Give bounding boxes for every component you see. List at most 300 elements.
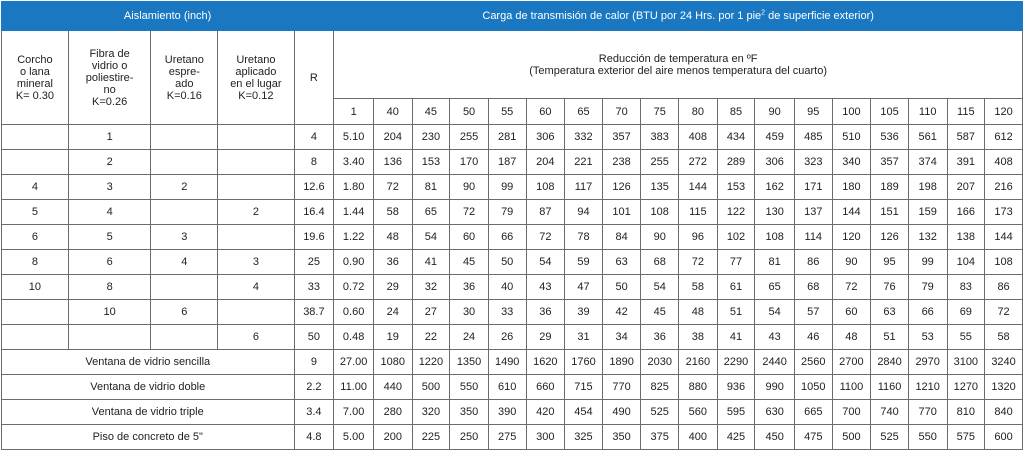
temperature-cell: 75 [641,99,679,125]
heat-load-cell: 166 [947,200,985,225]
heat-load-cell: 126 [602,175,641,200]
temperature-cell: 100 [832,99,871,125]
temperature-reduction-note: (Temperatura exterior del aire menos temperatura del cuarto) [529,64,828,77]
table-row [2,125,1023,150]
heat-load-cell: 383 [641,125,679,150]
heat-load-cell: 825 [641,375,679,400]
heat-load-cell: 180 [832,175,871,200]
heat-load-cell: 58 [373,200,412,225]
heat-load-cell: 45 [641,300,679,325]
heat-load-cell: 1100 [832,375,871,400]
heat-load-cell: 400 [679,425,718,450]
table-row [2,175,1023,200]
heat-load-cell: 39 [565,300,603,325]
heat-load-cell: 300 [526,425,565,450]
col-header-line: K=0.26 [92,95,128,108]
heat-load-cell: 525 [871,425,909,450]
heat-load-cell: 454 [565,400,603,425]
corcho-cell: 8 [2,250,69,275]
heat-load-cell: 5.10 [334,125,374,150]
heat-load-cell: 96 [679,225,718,250]
heat-load-cell: 69 [947,300,985,325]
heat-load-cell: 68 [794,275,832,300]
table-row [2,250,1023,275]
heat-load-cell: 490 [602,400,641,425]
heat-load-cell: 1050 [794,375,832,400]
heat-load-cell: 38 [679,325,718,350]
corcho-cell: 4 [2,175,69,200]
heat-load-cell: 1080 [373,350,412,375]
col-header-line: aplicado [235,65,277,78]
heat-load-cell: 1350 [450,350,489,375]
heat-load-cell: 22 [412,325,450,350]
corcho-cell: 6 [2,225,69,250]
heat-load-cell: 65 [755,275,795,300]
heat-load-cell: 810 [947,400,985,425]
heat-load-cell: 375 [641,425,679,450]
heat-load-cell: 58 [679,275,718,300]
temperature-cell: 105 [871,99,909,125]
r-value-cell: 2.2 [294,375,334,400]
heat-load-cell: 2290 [717,350,755,375]
heat-load-cell: 2030 [641,350,679,375]
table-row [2,325,1023,350]
heat-load-cell: 51 [717,300,755,325]
heat-load-cell: 99 [488,175,526,200]
heat-load-cell: 79 [908,275,947,300]
heat-load-cell: 740 [871,400,909,425]
corcho-cell [2,300,69,325]
heat-load-cell: 5.00 [334,425,374,450]
heat-load-cell: 77 [717,250,755,275]
heat-load-cell: 90 [641,225,679,250]
col-header-line: poliestire- [85,71,134,84]
heat-load-cell: 117 [565,175,603,200]
col-header-line: no [103,83,116,96]
uretano-esp-cell: 2 [151,175,218,200]
uretano-esp-cell [151,150,218,175]
fibra-cell: 1 [68,125,151,150]
temperature-reduction-header [334,31,1023,99]
heat-load-cell: 2840 [871,350,909,375]
corcho-cell [2,325,69,350]
heat-load-cell: 255 [641,150,679,175]
temperature-cell: 60 [526,99,565,125]
heat-load-cell: 660 [526,375,565,400]
heat-load-cell: 2970 [908,350,947,375]
uretano-esp-cell [151,125,218,150]
heat-load-cell: 525 [641,400,679,425]
col-header-uretano-esp [151,31,218,125]
col-header-line: mineral [16,77,53,90]
heat-load-cell: 79 [488,200,526,225]
temperature-cell: 90 [755,99,795,125]
heat-load-cell: 132 [908,225,947,250]
heat-load-cell: 0.48 [334,325,374,350]
heat-load-cell: 45 [450,250,489,275]
heat-load-cell: 275 [488,425,526,450]
heat-load-cell: 561 [908,125,947,150]
heat-load-cell: 500 [832,425,871,450]
heat-load-cell: 41 [412,250,450,275]
r-value-cell: 12.6 [294,175,334,200]
heat-load-cell: 50 [488,250,526,275]
temperature-cell: 120 [985,99,1023,125]
uretano-esp-cell: 3 [151,225,218,250]
fibra-cell: 3 [68,175,151,200]
heat-load-cell: 61 [717,275,755,300]
heat-load-cell: 425 [717,425,755,450]
col-header-line: Uretano [164,53,204,66]
heat-load-cell: 144 [679,175,718,200]
heat-load-cell: 104 [947,250,985,275]
heat-load-cell: 225 [412,425,450,450]
heat-load-cell: 207 [947,175,985,200]
heat-load-cell: 72 [679,250,718,275]
heat-load-cell: 84 [602,225,641,250]
heat-load-cell: 115 [679,200,718,225]
heat-load-cell: 122 [717,200,755,225]
heat-load-cell: 66 [908,300,947,325]
heat-load-cell: 7.00 [334,400,374,425]
heat-load-cell: 138 [947,225,985,250]
heat-load-cell: 153 [412,150,450,175]
temperature-cell: 1 [334,99,374,125]
heat-load-cell: 1490 [488,350,526,375]
temperature-cell: 115 [947,99,985,125]
heat-load-cell: 27.00 [334,350,374,375]
heat-load-cell: 238 [602,150,641,175]
temperature-cell: 40 [373,99,412,125]
heat-load-cell: 151 [871,200,909,225]
heat-load-cell: 390 [488,400,526,425]
heat-load-cell: 46 [794,325,832,350]
heat-load-cell: 1.22 [334,225,374,250]
material-label-cell: Ventana de vidrio triple [2,400,295,425]
material-label-cell: Ventana de vidrio doble [2,375,295,400]
heat-load-cell: 880 [679,375,718,400]
heat-load-cell: 550 [908,425,947,450]
heat-load-cell: 420 [526,400,565,425]
heat-load-cell: 36 [450,275,489,300]
heat-load-cell: 36 [373,250,412,275]
table-row [2,300,1023,325]
r-value-cell: 9 [294,350,334,375]
heat-load-cell: 33 [488,300,526,325]
heat-load-cell: 216 [985,175,1023,200]
col-header-line: K=0.12 [238,89,274,102]
heat-load-cell: 187 [488,150,526,175]
corcho-cell: 10 [2,275,69,300]
heat-load-cell: 108 [641,200,679,225]
heat-load-cell: 459 [755,125,795,150]
heat-load-cell: 90 [832,250,871,275]
col-header-line: K= 0.30 [15,89,55,102]
r-value-cell: 8 [294,150,334,175]
heat-load-cell: 36 [526,300,565,325]
heat-load-cell: 173 [985,200,1023,225]
heat-load-cell: 2160 [679,350,718,375]
heat-load-cell: 500 [412,375,450,400]
heat-load-cell: 81 [755,250,795,275]
heat-load-cell: 450 [755,425,795,450]
heat-load-cell: 600 [985,425,1023,450]
col-header-line: vidrio o [91,59,128,72]
uretano-lugar-cell [218,125,294,150]
temperature-cell: 110 [908,99,947,125]
heat-load-cell: 50 [602,275,641,300]
r-value-cell: 50 [294,325,334,350]
uretano-lugar-cell [218,175,294,200]
r-value-cell: 4 [294,125,334,150]
uretano-esp-cell: 6 [151,300,218,325]
heat-load-cell: 408 [985,150,1023,175]
heat-load-cell: 1210 [908,375,947,400]
heat-load-cell: 99 [908,250,947,275]
heat-load-cell: 357 [871,150,909,175]
table-row [2,200,1023,225]
heat-load-cell: 200 [373,425,412,450]
uretano-lugar-cell: 2 [218,200,294,225]
heat-load-cell: 434 [717,125,755,150]
temperature-cell: 65 [565,99,603,125]
heat-load-cell: 63 [871,300,909,325]
material-label-cell: Ventana de vidrio sencilla [2,350,295,375]
heat-load-cell: 198 [908,175,947,200]
col-header-fibra [68,31,151,125]
insulation-header-label: Aislamiento (inch) [123,10,212,22]
heat-load-cell: 144 [832,200,871,225]
heat-load-cell: 58 [985,325,1023,350]
heat-load-cell: 170 [450,150,489,175]
uretano-lugar-cell [218,150,294,175]
temperature-cell: 80 [679,99,718,125]
heat-load-cell: 990 [755,375,795,400]
heat-load-cell: 162 [755,175,795,200]
heat-load-cell: 230 [412,125,450,150]
heat-load-cell: 281 [488,125,526,150]
heat-load-cell: 306 [526,125,565,150]
heat-load-cell: 94 [565,200,603,225]
heat-load-cell: 3240 [985,350,1023,375]
heat-load-cell: 3100 [947,350,985,375]
heat-load-cell: 126 [871,225,909,250]
heat-load-cell: 51 [871,325,909,350]
heat-load-header [334,2,1023,31]
heat-load-cell: 81 [412,175,450,200]
uretano-esp-cell [151,275,218,300]
heat-load-cell: 665 [794,400,832,425]
col-header-line: Uretano [236,53,276,66]
heat-load-cell: 43 [526,275,565,300]
heat-load-cell: 340 [832,150,871,175]
heat-transmission-table [1,1,1023,450]
heat-load-cell: 325 [565,425,603,450]
heat-load-header-sup: 2 [761,9,766,17]
heat-load-cell: 475 [794,425,832,450]
heat-load-cell: 391 [947,150,985,175]
heat-load-cell: 3.40 [334,150,374,175]
heat-load-cell: 1270 [947,375,985,400]
heat-load-cell: 1320 [985,375,1023,400]
heat-load-cell: 1760 [565,350,603,375]
heat-load-cell: 485 [794,125,832,150]
heat-load-cell: 189 [871,175,909,200]
heat-load-cell: 36 [641,325,679,350]
heat-load-cell: 83 [947,275,985,300]
heat-load-cell: 11.00 [334,375,374,400]
heat-load-cell: 102 [717,225,755,250]
heat-load-cell: 272 [679,150,718,175]
heat-load-cell: 101 [602,200,641,225]
heat-load-cell: 108 [985,250,1023,275]
heat-load-cell: 29 [526,325,565,350]
heat-load-cell: 86 [794,250,832,275]
heat-load-cell: 1220 [412,350,450,375]
heat-load-cell: 280 [373,400,412,425]
heat-load-cell: 0.72 [334,275,374,300]
insulation-header [2,2,334,31]
heat-load-cell: 24 [450,325,489,350]
heat-load-cell: 108 [755,225,795,250]
uretano-lugar-cell: 3 [218,250,294,275]
heat-load-cell: 440 [373,375,412,400]
heat-load-cell: 255 [450,125,489,150]
heat-load-cell: 171 [794,175,832,200]
material-label-cell: Piso de concreto de 5" [2,425,295,450]
uretano-lugar-cell [218,300,294,325]
col-header-line: en el lugar [230,77,282,90]
heat-load-cell: 159 [908,200,947,225]
heat-load-cell: 1.80 [334,175,374,200]
heat-load-cell: 289 [717,150,755,175]
heat-load-cell: 72 [450,200,489,225]
heat-load-cell: 250 [450,425,489,450]
heat-load-cell: 137 [794,200,832,225]
heat-load-cell: 306 [755,150,795,175]
heat-load-cell: 770 [602,375,641,400]
heat-load-cell: 26 [488,325,526,350]
heat-load-cell: 65 [412,200,450,225]
uretano-esp-cell [151,325,218,350]
heat-load-cell: 47 [565,275,603,300]
heat-load-cell: 40 [488,275,526,300]
heat-load-cell: 135 [641,175,679,200]
heat-load-cell: 630 [755,400,795,425]
heat-load-cell: 86 [985,275,1023,300]
heat-load-cell: 595 [717,400,755,425]
heat-load-cell: 30 [450,300,489,325]
heat-load-cell: 2560 [794,350,832,375]
corcho-cell [2,150,69,175]
temperature-cell: 50 [450,99,489,125]
heat-load-cell: 60 [832,300,871,325]
heat-load-cell: 350 [602,425,641,450]
r-value-cell: 3.4 [294,400,334,425]
temperature-reduction-title: Reducción de temperatura en ºF [598,52,758,65]
col-header-line: Fibra de [89,47,130,60]
heat-load-cell: 510 [832,125,871,150]
heat-load-cell: 320 [412,400,450,425]
fibra-cell: 6 [68,250,151,275]
table-row [2,425,1023,450]
col-header-line: ado [175,77,194,90]
temperature-cell: 55 [488,99,526,125]
heat-load-cell: 29 [373,275,412,300]
heat-load-cell: 54 [755,300,795,325]
heat-load-cell: 2700 [832,350,871,375]
heat-load-cell: 54 [641,275,679,300]
col-header-line: espre- [168,65,200,78]
heat-load-cell: 2440 [755,350,795,375]
heat-load-cell: 350 [450,400,489,425]
heat-load-cell: 42 [602,300,641,325]
table-row [2,275,1023,300]
temperature-cell: 45 [412,99,450,125]
heat-load-cell: 1620 [526,350,565,375]
r-label: R [309,71,318,84]
table-row [2,150,1023,175]
heat-load-cell: 68 [641,250,679,275]
heat-load-cell: 48 [679,300,718,325]
heat-load-cell: 1890 [602,350,641,375]
fibra-cell: 10 [68,300,151,325]
heat-load-cell: 536 [871,125,909,150]
fibra-cell: 8 [68,275,151,300]
uretano-esp-cell: 4 [151,250,218,275]
table-row [2,225,1023,250]
heat-load-cell: 575 [947,425,985,450]
heat-load-cell: 936 [717,375,755,400]
uretano-lugar-cell [218,225,294,250]
table-row [2,400,1023,425]
col-header-r [294,31,334,125]
heat-load-cell: 27 [412,300,450,325]
heat-load-cell: 55 [947,325,985,350]
r-value-cell: 33 [294,275,334,300]
fibra-cell: 5 [68,225,151,250]
heat-load-cell: 53 [908,325,947,350]
col-header-corcho [2,31,69,125]
heat-load-header-prefix: Carga de transmisión de calor (BTU por 24 Hrs. por 1 pie [482,10,762,22]
heat-load-cell: 60 [450,225,489,250]
heat-load-cell: 840 [985,400,1023,425]
heat-load-header-suffix: de superficie exterior) [765,10,874,22]
heat-load-cell: 32 [412,275,450,300]
temperature-cell: 95 [794,99,832,125]
table-row [2,350,1023,375]
fibra-cell: 4 [68,200,151,225]
heat-load-cell: 612 [985,125,1023,150]
heat-load-cell: 78 [565,225,603,250]
table-body [2,125,1023,450]
heat-load-cell: 19 [373,325,412,350]
heat-load-cell: 610 [488,375,526,400]
temperature-cell: 85 [717,99,755,125]
r-value-cell: 16.4 [294,200,334,225]
heat-load-cell: 0.60 [334,300,374,325]
heat-load-cell: 76 [871,275,909,300]
r-value-cell: 4.8 [294,425,334,450]
heat-load-cell: 72 [985,300,1023,325]
fibra-cell: 2 [68,150,151,175]
heat-load-cell: 1.44 [334,200,374,225]
heat-load-cell: 43 [755,325,795,350]
heat-load-cell: 1160 [871,375,909,400]
heat-load-cell: 550 [450,375,489,400]
heat-load-cell: 95 [871,250,909,275]
corcho-cell [2,125,69,150]
